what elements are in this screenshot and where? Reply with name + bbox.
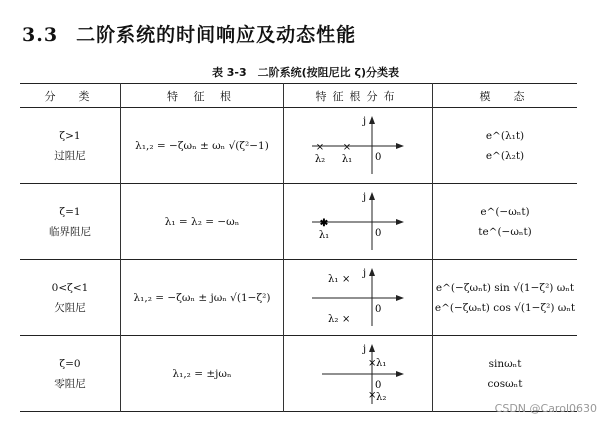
category-cell [20,260,121,336]
svg-text:j: j [363,268,367,279]
category-cell [20,184,121,260]
mode: e^(−ζωₙt) cos √(1−ζ²) ωₙt [434,301,576,314]
modes-cell [433,336,578,412]
condition: 0<ζ<1 [51,281,89,294]
pole-plot [284,260,433,336]
table-caption: 表 3-3 二阶系统(按阻尼比 ζ)分类表 [211,66,400,79]
damping-name: 欠阻尼 [54,301,86,314]
modes-cell [433,184,578,260]
svg-text:×: × [342,314,351,325]
pole-plot [284,184,433,260]
mode: e^(λ₂t) [485,149,525,162]
pole-diagram [284,260,432,332]
category-cell [20,108,121,184]
header-roots: 特 征 根 [121,84,284,108]
pole-plot [284,336,433,412]
table-header [20,84,577,108]
svg-text:×: × [368,358,377,369]
pole-diagram [284,336,432,408]
table-row [20,184,577,260]
svg-text:j: j [363,116,367,127]
condition: ζ=0 [59,357,81,370]
classification-table [20,83,577,412]
damping-name: 临界阻尼 [49,225,91,238]
watermark: CSDN @Carol0630 [494,402,597,415]
table-row [20,260,577,336]
svg-text:0: 0 [375,380,382,391]
mode: te^(−ωₙt) [478,225,532,238]
pole-diagram [284,108,432,180]
damping-name: 过阻尼 [54,149,86,162]
header-distribution: 特征根分布 [284,84,433,108]
modes-cell [433,108,578,184]
svg-text:✱: ✱ [319,218,329,229]
svg-text:×: × [368,390,377,401]
svg-text:λ₁: λ₁ [341,154,353,165]
damping-name: 零阻尼 [54,377,86,390]
svg-text:0: 0 [375,304,382,315]
roots-cell: λ₁,₂ = −ζωₙ ± ωₙ √(ζ²−1) [121,108,284,184]
svg-text:0: 0 [375,152,382,163]
svg-text:×: × [315,142,325,153]
roots-cell: λ₁,₂ = −ζωₙ ± jωₙ √(1−ζ²) [121,260,284,336]
mode: e^(−ωₙt) [480,205,530,218]
svg-text:0: 0 [375,228,382,239]
svg-text:j: j [363,192,367,203]
svg-text:λ₂: λ₂ [314,154,326,165]
roots-cell: λ₁,₂ = ±jωₙ [121,336,284,412]
mode: cosωₙt [487,377,523,390]
svg-text:λ₂: λ₂ [328,314,339,325]
pole-plot [284,108,433,184]
mode: e^(λ₁t) [485,129,525,142]
section-heading: 3.3 二阶系统的时间响应及动态性能 [22,24,357,46]
mode: e^(−ζωₙt) sin √(1−ζ²) ωₙt [435,281,575,294]
modes-cell [433,260,578,336]
category-cell [20,336,121,412]
svg-text:λ₂: λ₂ [376,392,387,403]
svg-text:λ₁: λ₁ [376,358,387,369]
pole-diagram [284,184,432,256]
svg-text:λ₁: λ₁ [318,230,330,241]
condition: ζ=1 [59,205,81,218]
header-category: 分 类 [20,84,121,108]
roots-cell: λ₁ = λ₂ = −ωₙ [121,184,284,260]
svg-text:×: × [342,142,352,153]
svg-text:×: × [342,274,351,285]
mode: sinωₙt [488,357,522,370]
header-modes: 模 态 [433,84,578,108]
svg-text:λ₁: λ₁ [328,274,339,285]
table-row [20,108,577,184]
condition: ζ>1 [59,129,81,142]
svg-text:j: j [363,344,367,355]
table-row [20,336,577,412]
